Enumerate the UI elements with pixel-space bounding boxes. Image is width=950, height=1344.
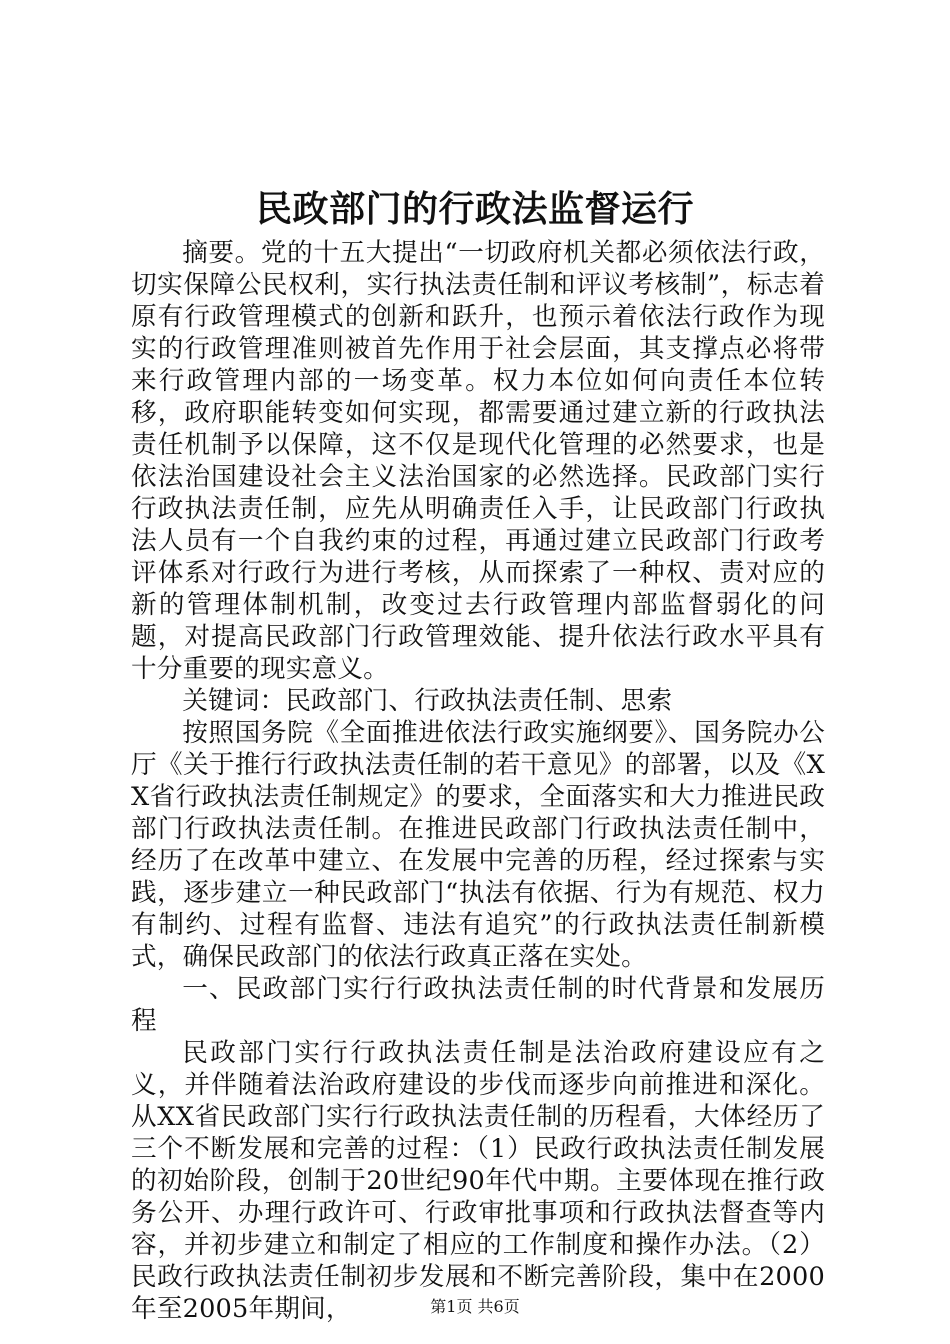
page-footer: 第1页 共6页 [430, 1297, 520, 1316]
abstract-paragraph: 摘要。党的十五大提出“一切政府机关都必须依法行政，切实保障公民权利，实行执法责任制和评议考核制”，标志着原有行政管理模式的创新和跃升，也预示着依法行政作为现实的行政管理准则被首先作用于社会层面，其支撑点必将带来行政管理内部的一场变革。权力本位如何向责任本位转移，政府职能转变如何实现，都需要通过建立新的行政执法责任机制予以保障，这不仅是现代化管理的必然要求，也是依法治国建设社会主义法治国家的必然选择。民政部门实行行政执法责任制，应先从明确责任入手，让民政部门行政执法人员有一个自我约束的过程，再通过建立民政部门行政考评体系对行政行为进行考核，从而探索了一种权、责对应的新的管理体制机制，改变过去行政管理内部监督弱化的问题，对提高民政部门行政管理效能、提升依法行政水平具有十分重要的现实意义。 [131, 238, 825, 684]
page-title: 民政部门的行政法监督运行 [255, 189, 694, 230]
section-heading: 一、民政部门实行行政执法责任制的时代背景和发展历程 [131, 974, 825, 1036]
keywords-paragraph: 关键词：民政部门、行政执法责任制、思索 [182, 686, 673, 716]
document-body [131, 237, 825, 1325]
section-paragraph: 民政部门实行行政执法责任制是法治政府建设应有之义，并伴随着法治政府建设的步伐而逐步向前推进和深化。从XX省民政部门实行行政执法责任制的历程看，大体经历了三个不断发展和完善的过程：（1）民政行政执法责任制发展的初始阶段，创制于20世纪90年代中期。主要体现在推行政务公开、办理行政许可、行政审批事项和行政执法督查等内容，并初步建立和制定了相应的工作制度和操作办法。（2）民政行政执法责任制初步发展和不断完善阶段，集中在2000年至2005年期间， [131, 1038, 825, 1324]
intro-paragraph: 按照国务院《全面推进依法行政实施纲要》、国务院办公厅《关于推行行政执法责任制的若干意见》的部署，以及《XX省行政执法责任制规定》的要求，全面落实和大力推进民政部门行政执法责任制。在推进民政部门行政执法责任制中，经历了在改革中建立、在发展中完善的历程，经过探索与实践，逐步建立一种民政部门“执法有依据、行为有规范、权力有制约、过程有监督、违法有追究”的行政执法责任制新模式，确保民政部门的依法行政真正落在实处。 [131, 718, 825, 972]
